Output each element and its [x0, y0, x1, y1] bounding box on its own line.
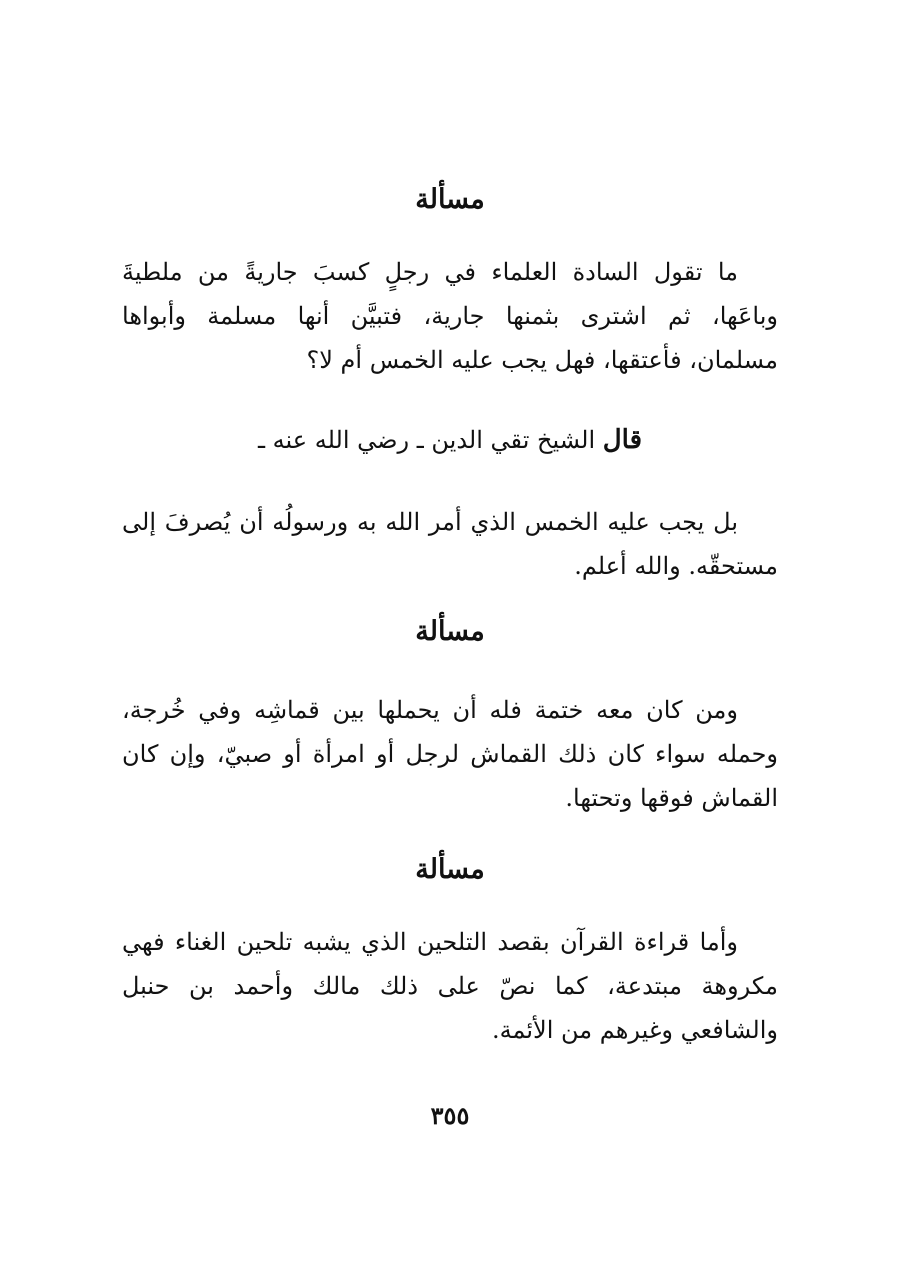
question-paragraph-1 [122, 250, 778, 382]
section-heading-2: مسألة [415, 616, 485, 647]
attribution-text: الشيخ تقي الدين ـ رضي الله عنه ـ [257, 426, 596, 454]
section-heading-3: مسألة [415, 854, 485, 885]
paragraph-line: مكروهة مبتدعة، كما نصّ على ذلك مالك وأحمد بن حنبل [122, 972, 778, 1000]
paragraph-line: وحمله سواء كان ذلك القماش لرجل أو امرأة أو صبيّ، وإن كان [122, 740, 778, 768]
paragraph-line: القماش فوقها وتحتها. [565, 784, 778, 812]
paragraph-line: مسلمان، فأعتقها، فهل يجب عليه الخمس أم لا؟ [306, 346, 778, 374]
paragraph-line: وباعَها، ثم اشترى بثمنها جارية، فتبيَّن أنها مسلمة وأبواها [122, 302, 778, 330]
paragraph-line: ومن كان معه ختمة فله أن يحملها بين قماشِه وفي خُرجة، [122, 696, 738, 724]
paragraph-line: وأما قراءة القرآن بقصد التلحين الذي يشبه تلحين الغناء فهي [122, 928, 738, 956]
paragraph-line: بل يجب عليه الخمس الذي أمر الله به ورسولُه أن يُصرفَ إلى [122, 508, 738, 536]
question-paragraph-2 [122, 688, 778, 820]
attribution-label: قال [602, 425, 643, 455]
page-number: ٣٥٥ [430, 1101, 470, 1130]
section-heading-1: مسألة [415, 184, 485, 215]
question-paragraph-3 [122, 920, 778, 1052]
attribution-line [0, 420, 900, 460]
paragraph-line: ما تقول السادة العلماء في رجلٍ كسبَ جاريةً من ملطيةَ [122, 258, 738, 286]
answer-paragraph [122, 500, 778, 588]
paragraph-line: والشافعي وغيرهم من الأئمة. [491, 1016, 778, 1044]
paragraph-line: مستحقّه. والله أعلم. [574, 552, 778, 580]
